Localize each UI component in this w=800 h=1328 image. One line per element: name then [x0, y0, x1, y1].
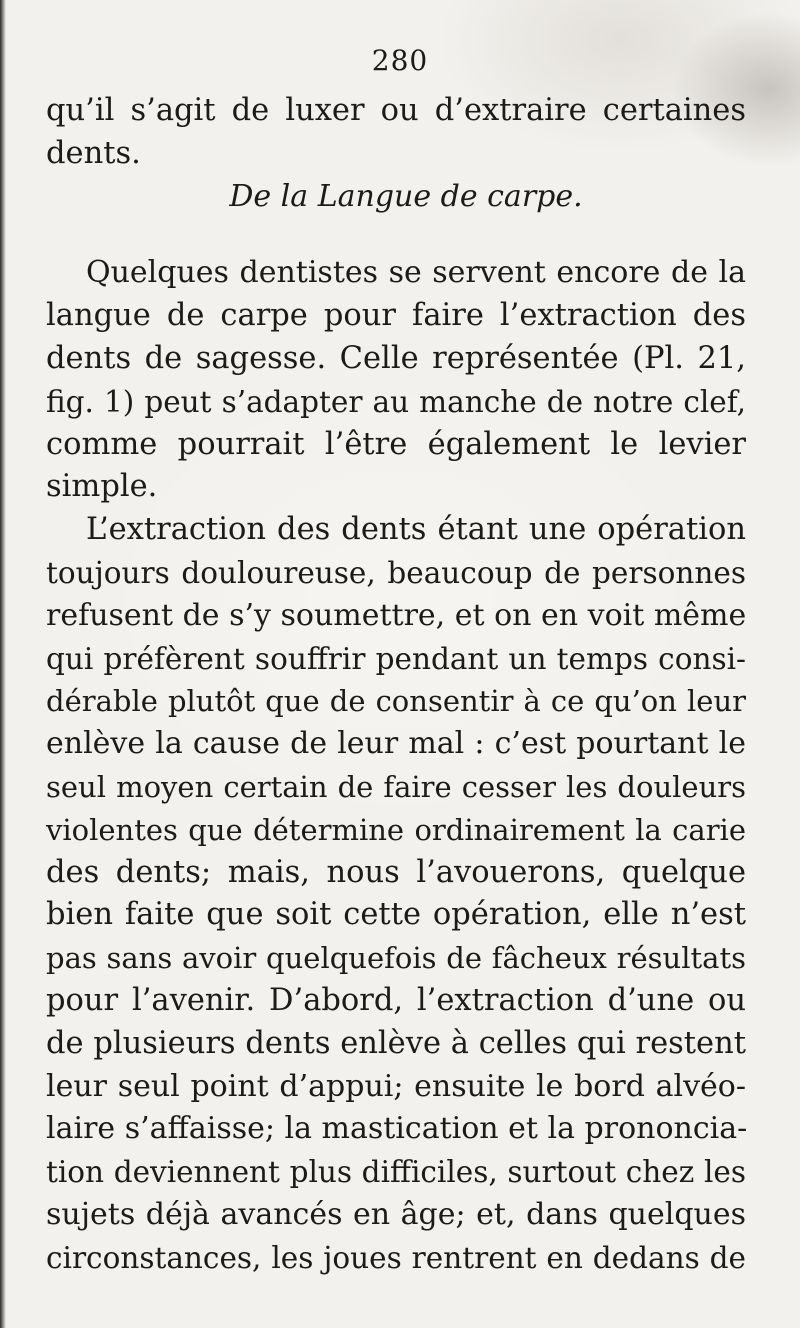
paragraph-line: refusent de s’y soumettre, et on en voit même — [46, 597, 747, 633]
paragraph-line: sujets déjà avancés en âge; et, dans quelques — [46, 1196, 746, 1232]
paragraph-line: violentes que détermine ordinairement la carie — [46, 812, 746, 847]
paragraph-line: Quelques dentistes se servent encore de la — [86, 255, 746, 291]
paragraph-line: fig. 1) peut s’adapter au manche de notre clef, — [46, 384, 746, 419]
paragraph-line: circonstances, les joues rentrent en dedans de — [46, 1240, 746, 1275]
paragraph-line: pas sans avoir quelquefois de fâcheux résultats — [46, 941, 746, 976]
paragraph-line: bien faite que soit cette opération, elle n’est — [46, 897, 746, 933]
paragraph-line: L’extraction des dents étant une opération — [86, 512, 746, 548]
paragraph-line: comme pourrait l’être également le levier — [46, 426, 746, 462]
body-text — [46, 90, 746, 1280]
section-heading: De la Langue de carpe. — [229, 178, 583, 214]
paragraph-line: qui préfèrent souffrir pendant un temps consi- — [46, 641, 746, 676]
paragraph-line: seul moyen certain de faire cesser les douleurs — [46, 769, 746, 804]
paragraph-line: simple. — [46, 469, 158, 505]
paragraph-line: langue de carpe pour faire l’extraction des — [46, 298, 746, 334]
page-number: 280 — [371, 44, 429, 77]
paragraph-line: dents de sagesse. Celle représentée (Pl. 21, — [46, 340, 746, 376]
paragraph-line: leur seul point d’appui; ensuite le bord alvéo- — [46, 1068, 746, 1104]
text-line: qu’il s’agit de luxer ou d’extraire certaines — [46, 93, 746, 128]
paragraph-line: des dents; mais, nous l’avouerons, quelque — [46, 854, 746, 890]
page-edge-shadow — [0, 0, 6, 1328]
paragraph-line: dérable plutôt que de consentir à ce qu’on leur — [46, 684, 746, 719]
text-line: dents. — [46, 135, 141, 171]
paragraph-line: toujours douloureuse, beaucoup de personnes — [46, 555, 746, 590]
paragraph-line: pour l’avenir. D’abord, l’extraction d’une ou — [46, 982, 746, 1018]
paragraph-line: enlève la cause de leur mal : c’est pourtant le — [46, 726, 746, 762]
paragraph-line: tion deviennent plus difficiles, surtout chez les — [46, 1155, 746, 1190]
spacer — [46, 218, 746, 252]
paragraph-line: de plusieurs dents enlève à celles qui restent — [46, 1025, 746, 1061]
paragraph-line: laire s’affaisse; la mastication et la prononcia- — [46, 1111, 748, 1147]
